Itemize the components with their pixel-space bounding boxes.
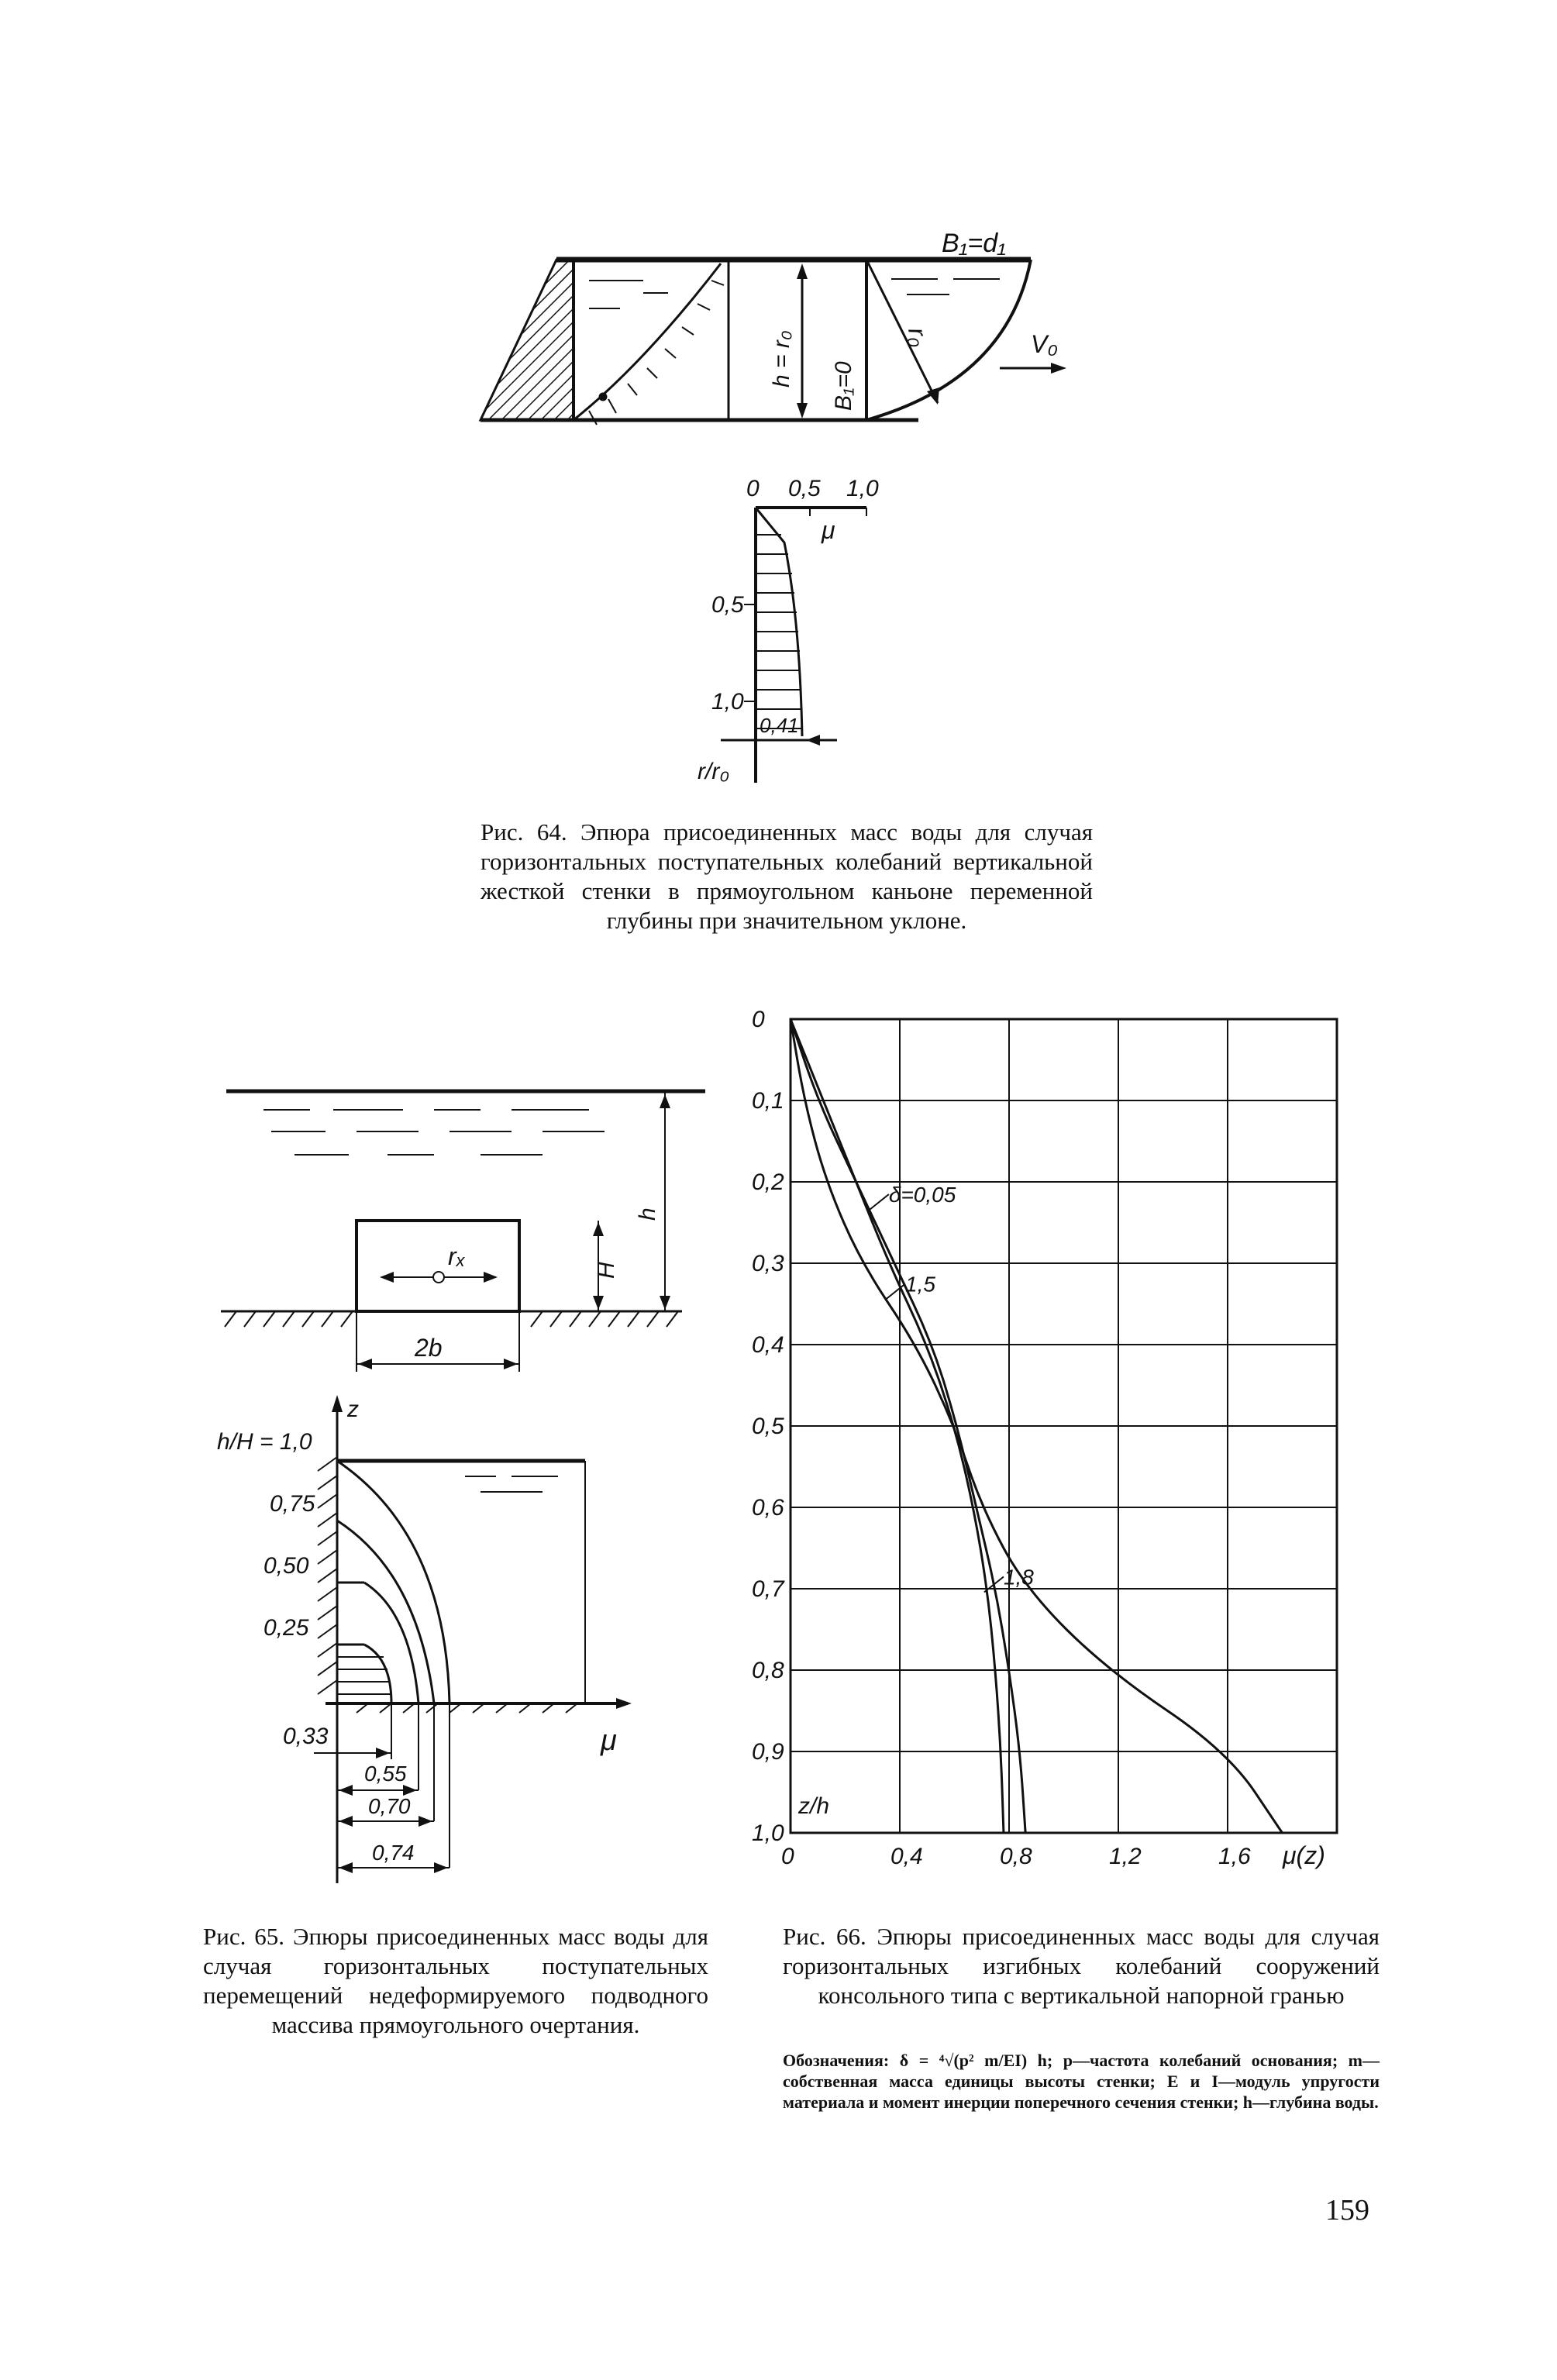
chart-series-label-leader xyxy=(870,1194,889,1210)
fig65-ratio-10: h/H = 1,0 xyxy=(217,1429,312,1455)
fig65-label-2b: 2b xyxy=(415,1334,443,1362)
chart-series-label: δ=0,05 xyxy=(888,1183,956,1207)
chart-y-tick-label: 0,5 xyxy=(752,1414,784,1439)
fig65-ratio-025: 0,25 xyxy=(264,1615,309,1641)
fig66-notes xyxy=(783,2050,1380,2113)
fig65-dim-074: 0,74 xyxy=(372,1841,415,1865)
fig66-notes-text: ; p—частота колебаний основания; m—собственная масса единицы высоты стенки; E и I—модуль упругости материала и момент инерции поперечного сечения стенки; h—глубина воды. xyxy=(783,2051,1380,2112)
fig64-label-r0: r₀ xyxy=(903,325,934,349)
chart-y-tick-label: 0,4 xyxy=(752,1332,784,1358)
chart-x-axis-label: μ(z) xyxy=(1283,1841,1325,1869)
chart-y-tick-label: 0,8 xyxy=(752,1658,784,1683)
fig64-tick-0: 0 xyxy=(746,476,760,501)
fig65-ratio-075: 0,75 xyxy=(270,1491,315,1517)
fig64-tick-05: 0,5 xyxy=(788,476,821,501)
chart-series-label: 1,5 xyxy=(905,1272,935,1297)
fig64-label-v0: V₀ xyxy=(1031,330,1058,358)
chart-y-tick-label: 0 xyxy=(752,1007,765,1032)
fig64-tick-10: 1,0 xyxy=(846,476,879,501)
chart-x-tick-label: 1,6 xyxy=(1218,1844,1251,1869)
chart-y-tick-label: 0,1 xyxy=(752,1088,784,1114)
fig66-caption: Рис. 66. Эпюры присоединенных масс воды для случая горизонтальных изгибных колебаний сооружений консольного типа с вертикальной напорной гранью xyxy=(783,1923,1380,2009)
fig65-dim-055: 0,55 xyxy=(364,1762,407,1786)
chart-x-tick-label: 0 xyxy=(781,1844,794,1869)
fig65-label-033: 0,33 xyxy=(283,1724,329,1749)
fig64-label-h: h = r₀ xyxy=(769,330,794,387)
fig64-label-b10: B₁=0 xyxy=(831,361,856,411)
chart-y-tick-label: 0,7 xyxy=(752,1576,784,1602)
chart-y-tick-label: 0,3 xyxy=(752,1251,784,1276)
fig64-value-label: 0,41 xyxy=(760,714,799,737)
chart-grid xyxy=(791,1019,1337,1833)
fig65-label-rx: rₓ xyxy=(448,1242,466,1270)
fig64-tick-y10: 1,0 xyxy=(711,689,744,715)
chart-x-tick-label: 0,8 xyxy=(1000,1844,1032,1869)
chart-y-axis-label: z/h xyxy=(798,1793,830,1819)
fig66-notes-prefix: Обозначения: δ = xyxy=(783,2051,939,2070)
fig65-axis-z: z xyxy=(347,1397,359,1422)
page-number: 159 xyxy=(1325,2194,1369,2227)
fig64-tick-y05: 0,5 xyxy=(711,592,744,618)
fig64-epure-y-label: r/r₀ xyxy=(698,759,729,784)
chart-series-label: 1,8 xyxy=(1003,1565,1034,1590)
chart-tick-labels xyxy=(752,1007,1251,1869)
fig66-notes-formula: ⁴√(p² m/EI) h xyxy=(939,2051,1047,2070)
fig64-caption: Рис. 64. Эпюра присоединенных масс воды для случая горизонтальных поступательных колебаний вертикальной жесткой стенки в прямоугольном каньоне переменной глубины при значительном уклоне. xyxy=(481,818,1093,934)
fig65-label-h: h xyxy=(635,1207,660,1221)
chart-y-tick-label: 0,6 xyxy=(752,1495,784,1521)
chart-y-tick-label: 0,9 xyxy=(752,1739,784,1765)
chart-y-tick-label: 1,0 xyxy=(752,1820,784,1846)
fig64-epure-x-label: μ xyxy=(822,516,835,544)
chart-x-tick-label: 1,2 xyxy=(1109,1844,1142,1869)
fig65-label-H: H xyxy=(594,1262,619,1279)
chart-x-tick-label: 0,4 xyxy=(890,1844,923,1869)
fig64-label-b1d1: B₁=d₁ xyxy=(942,229,1006,258)
fig65-dim-070: 0,70 xyxy=(368,1794,411,1818)
chart-y-tick-label: 0,2 xyxy=(752,1169,784,1195)
fig65-ratio-050: 0,50 xyxy=(264,1553,309,1579)
fig65-axis-mu: μ xyxy=(601,1724,617,1757)
fig65-caption: Рис. 65. Эпюры присоединенных масс воды для случая горизонтальных поступательных перемещений недеформируемого подводного массива прямоугольного очертания. xyxy=(203,1923,708,2038)
